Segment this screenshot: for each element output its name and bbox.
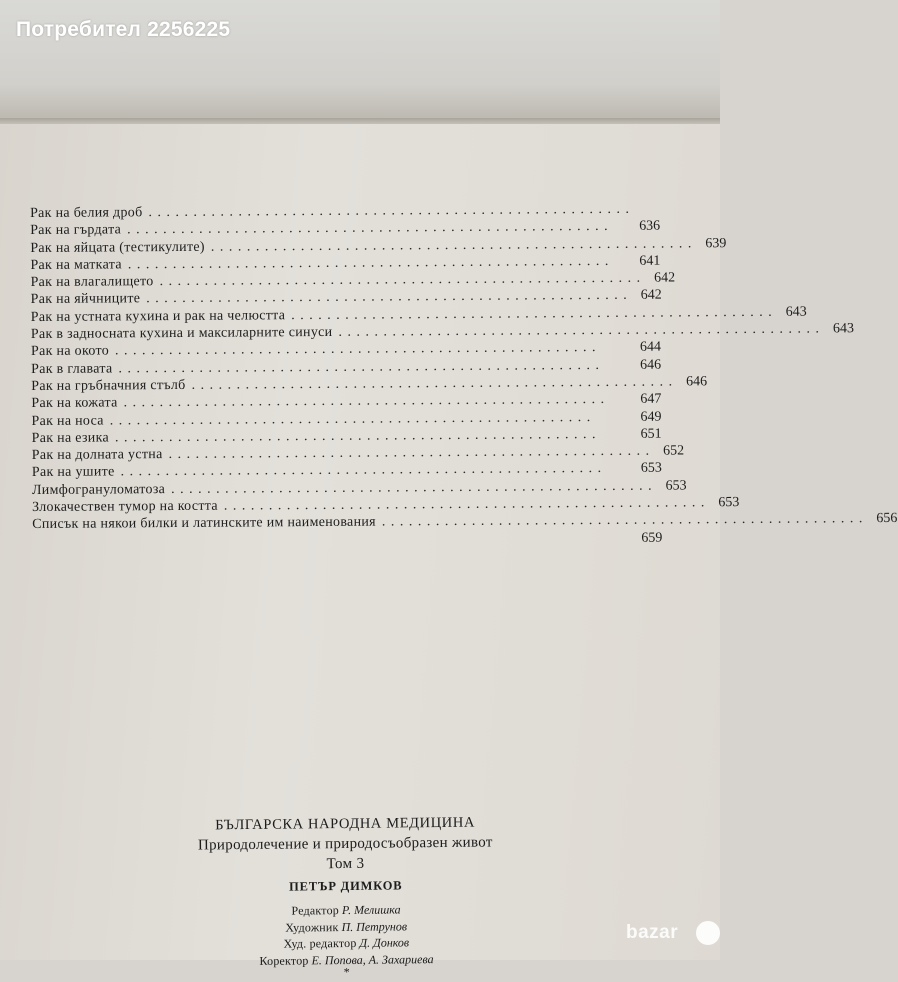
toc-entry-page: 652 (656, 443, 684, 460)
toc-dot-leader: . . . . . . . . . . . . . . . . . . . . . . . . . . . . . . . . . . . . . . . . . . . . . . . . . . . . . . (224, 494, 706, 514)
toc-dot-leader: . . . . . . . . . . . . . . . . . . . . . . . . . . . . . . . . . . . . . . . . . . . . . . . . . . . . . . (127, 218, 626, 238)
credit-role: Худ. редактор (284, 936, 357, 951)
toc-entry-page: 643 (779, 303, 807, 320)
toc-entry-page: 647 (633, 391, 661, 408)
logo-text: bazar (626, 922, 678, 944)
toc-entry-title: Рак в главата (31, 360, 112, 378)
toc-dot-leader: . . . . . . . . . . . . . . . . . . . . . . . . . . . . . . . . . . . . . . . . . . . . . . . . . . . . . . (211, 235, 693, 255)
toc-entry-title: Рак на езика (32, 429, 109, 447)
toc-entry-title: Рак на гърдата (30, 222, 121, 240)
toc-dot-leader: . . . . . . . . . . . . . . . . . . . . . . . . . . . . . . . . . . . . . . . . . . . . . . . . . . . . . . (148, 201, 630, 221)
toc-dot-leader: . . . . . . . . . . . . . . . . . . . . . . . . . . . . . . . . . . . . . . . . . . . . . . . . . . . . . . (121, 460, 628, 481)
table-of-contents (30, 201, 662, 551)
credits-block (101, 899, 592, 978)
toc-entry-title: Рак на влагалището (30, 273, 153, 291)
series-title: БЪЛГАРСКА НАРОДНА МЕДИЦИНА (100, 811, 590, 836)
toc-entry-title: Рак на белия дроб (30, 204, 143, 222)
toc-dot-leader: . . . . . . . . . . . . . . . . . . . . . . . . . . . . . . . . . . . . . . . . . . . . . . . . . . . . . . (110, 408, 628, 429)
toc-entry-page: 656 (869, 510, 897, 527)
toc-entry-page: 651 (634, 425, 662, 442)
toc-entry-page: 642 (634, 287, 662, 304)
user-watermark: Потребител 2256225 (16, 18, 230, 42)
toc-entry-page: 642 (647, 270, 675, 287)
toc-entry-title: Рак на долната устна (32, 446, 163, 464)
toc-entry-title: Злокачествен тумор на костта (32, 498, 218, 516)
toc-dot-leader: . . . . . . . . . . . . . . . . . . . . . . . . . . . . . . . . . . . . . . . . . . . . . . . . . . . . . . (118, 357, 627, 378)
toc-dot-leader: . . . . . . . . . . . . . . . . . . . . . . . . . . . . . . . . . . . . . . . . . . . . . . . . . . . . . . (171, 477, 653, 497)
toc-entry-page: 646 (679, 373, 707, 390)
toc-dot-leader: . . . . . . . . . . . . . . . . . . . . . . . . . . . . . . . . . . . . . . . . . . . . . . . . . . . . . . (115, 339, 627, 360)
toc-entry-title: Списък на някои билки и латинските им наименования (32, 514, 376, 533)
toc-dot-leader: . . . . . . . . . . . . . . . . . . . . . . . . . . . . . . . . . . . . . . . . . . . . . . . . . . . . . . (192, 373, 674, 393)
toc-dot-leader: . . . . . . . . . . . . . . . . . . . . . . . . . . . . . . . . . . . . . . . . . . . . . . . . . . . . . . (291, 304, 773, 324)
toc-dot-leader: . . . . . . . . . . . . . . . . . . . . . . . . . . . . . . . . . . . . . . . . . . . . . . . . . . . . . . (115, 426, 628, 447)
toc-entry-title: Рак на ушите (32, 464, 115, 482)
logo-circle-icon (696, 921, 720, 945)
toc-entry-page: 653 (711, 494, 739, 511)
toc-entry-page: 644 (633, 339, 661, 356)
toc-entry-title: Рак на яйцата (тестикулите) (30, 238, 205, 256)
toc-entry-page: 646 (633, 356, 661, 373)
credit-name: Р. Мелишка (342, 902, 401, 917)
book-subtitle: Природолечение и природосъобразен живот (100, 831, 590, 856)
credit-role: Коректор (259, 953, 308, 968)
toc-dot-leader (38, 541, 628, 545)
toc-entry-page: 639 (698, 235, 726, 252)
toc-entry-title: Рак на яйчниците (31, 291, 141, 309)
toc-dot-leader: . . . . . . . . . . . . . . . . . . . . . . . . . . . . . . . . . . . . . . . . . . . . . . . . . . . . . . (146, 287, 628, 307)
book-imprint (100, 811, 592, 978)
toc-dot-leader: . . . . . . . . . . . . . . . . . . . . . . . . . . . . . . . . . . . . . . . . . . . . . . . . . . . . . . (338, 321, 820, 341)
credit-role: Редактор (291, 903, 339, 917)
toc-dot-leader: . . . . . . . . . . . . . . . . . . . . . . . . . . . . . . . . . . . . . . . . . . . . . . . . . . . . . . (124, 391, 628, 412)
toc-entry-page: 653 (659, 477, 687, 494)
toc-entry-page: 641 (632, 252, 660, 269)
toc-entry-title: Рак на окото (31, 343, 109, 361)
toc-dot-leader: . . . . . . . . . . . . . . . . . . . . . . . . . . . . . . . . . . . . . . . . . . . . . . . . . . . . . . (128, 253, 627, 273)
credit-name: Е. Попова, А. Захариева (311, 952, 433, 967)
bazar-logo (626, 915, 716, 955)
toc-entry-title: Рак в задносната кухина и максиларните синуси (31, 324, 333, 343)
volume-number: Том 3 (100, 851, 590, 876)
toc-entry-page: 653 (634, 460, 662, 477)
toc-entry-page: 659 (634, 529, 662, 546)
toc-entry-page: 636 (632, 218, 660, 235)
author-name: ПЕТЪР ДИМКОВ (101, 871, 591, 900)
asterisk-mark: * (102, 965, 592, 978)
toc-entry-title: Рак на носа (31, 412, 103, 430)
toc-dot-leader: . . . . . . . . . . . . . . . . . . . . . . . . . . . . . . . . . . . . . . . . . . . . . . . . . . . . . . (382, 511, 864, 531)
toc-entry-page: 649 (633, 408, 661, 425)
toc-entry-page: 643 (826, 320, 854, 337)
credit-name: Д. Донков (359, 935, 409, 950)
credit-name: П. Петрунов (341, 919, 407, 934)
toc-entry-title: Рак на кожата (31, 395, 117, 413)
toc-entry-title: Лимфогрануломатоза (32, 481, 165, 499)
toc-entry-title: Рак на устната кухина и рак на челюстта (31, 307, 286, 326)
toc-entry-title: Рак на гръбначния стълб (31, 377, 185, 395)
toc-dot-leader: . . . . . . . . . . . . . . . . . . . . . . . . . . . . . . . . . . . . . . . . . . . . . . . . . . . . . . (160, 270, 642, 290)
credit-role: Художник (285, 920, 338, 935)
toc-entry-title: Рак на матката (30, 256, 122, 274)
toc-dot-leader: . . . . . . . . . . . . . . . . . . . . . . . . . . . . . . . . . . . . . . . . . . . . . . . . . . . . . . (169, 443, 651, 463)
